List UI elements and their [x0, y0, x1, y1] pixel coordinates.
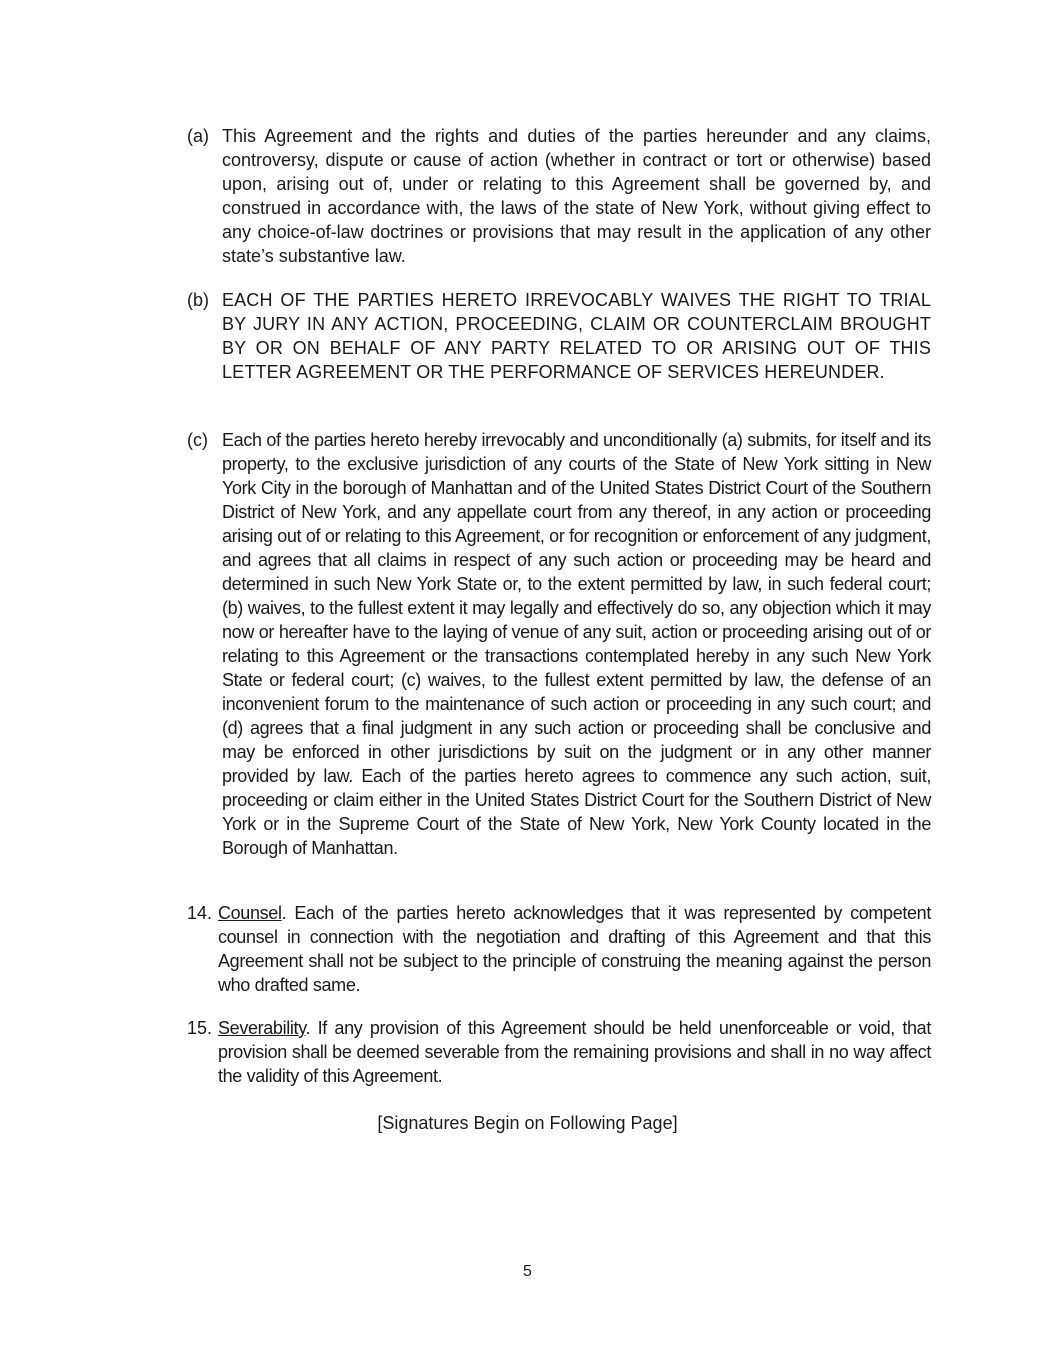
clause-c	[187, 428, 931, 860]
section-severability-body	[218, 1016, 931, 1088]
section-counsel	[187, 901, 931, 997]
section-counsel-body	[218, 901, 931, 997]
section-severability	[187, 1016, 931, 1088]
section-severability-text: . If any provision of this Agreement should be held unenforceable or void, that provision shall be deemed severable from the remaining provisions and shall in no way affect the validity of this Agreement.	[218, 1018, 931, 1086]
clause-c-text: Each of the parties hereto hereby irrevocably and unconditionally (a) submits, for itself and its property, to the exclusive jurisdiction of any courts of the State of New York sitting in New York City in the borough of Manhattan and of the United States District Court of the Southern District of New York, and any appellate court from any thereof, in any action or proceeding arising out of or relating to this Agreement, or for recognition or enforcement of any judgment, and agrees that all claims in respect of any such action or proceeding may be heard and determined in such New York State or, to the extent permitted by law, in such federal court; (b) waives, to the fullest extent it may legally and effectively do so, any objection which it may now or hereafter have to the laying of venue of any suit, action or proceeding arising out of or relating to this Agreement or the transactions contemplated hereby in any such New York State or federal court; (c) waives, to the fullest extent permitted by law, the defense of an inconvenient forum to the maintenance of such action or proceeding in any such court; and (d) agrees that a final judgment in any such action or proceeding shall be conclusive and may be enforced in other jurisdictions by suit on the judgment or in any other manner provided by law. Each of the parties hereto agrees to commence any such action, suit, proceeding or claim either in the United States District Court for the Southern District of New York or in the Supreme Court of the State of New York, New York County located in the Borough of Manhattan.	[222, 430, 931, 858]
clause-b-text: EACH OF THE PARTIES HERETO IRREVOCABLY WAIVES THE RIGHT TO TRIAL BY JURY IN ANY ACTION, PROCEEDING, CLAIM OR COUNTERCLAIM BROUGHT BY OR ON BEHALF OF ANY PARTY RELATED TO OR ARISING OUT OF THIS LETTER AGREEMENT OR THE PERFORMANCE OF SERVICES HEREUNDER.	[222, 290, 931, 382]
clause-a	[187, 124, 931, 268]
page-number: 5	[523, 1263, 532, 1280]
clause-c-marker: (c)	[187, 430, 208, 450]
clause-b	[187, 288, 931, 384]
clause-a-marker: (a)	[187, 126, 209, 146]
section-severability-heading: Severability	[218, 1018, 306, 1038]
section-counsel-heading: Counsel	[218, 903, 282, 923]
section-counsel-number: 14.	[187, 903, 213, 923]
section-counsel-text: . Each of the parties hereto acknowledges that it was represented by competent counsel in connection with the negotiation and drafting of this Agreement and that this Agreement shall not be subject to the principle of construing the meaning against the person who drafted same.	[218, 903, 931, 995]
clause-a-text: This Agreement and the rights and duties of the parties hereunder and any claims, controversy, dispute or cause of action (whether in contract or tort or otherwise) based upon, arising out of, under or relating to this Agreement shall be governed by, and construed in accordance with, the laws of the state of New York, without giving effect to any choice-of-law doctrines or provisions that may result in the application of any other state’s substantive law.	[222, 126, 931, 266]
section-severability-number: 15.	[187, 1018, 213, 1038]
signature-note: [Signatures Begin on Following Page]	[377, 1113, 678, 1133]
clause-b-marker: (b)	[187, 290, 209, 310]
